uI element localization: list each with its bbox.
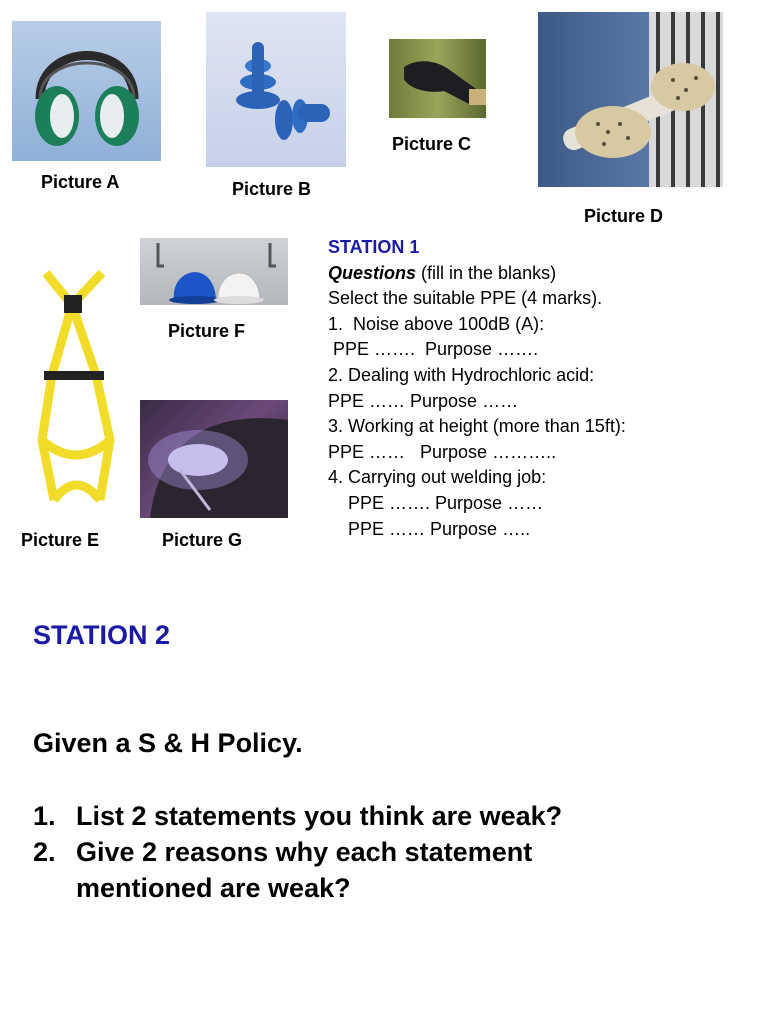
station1-line: PPE ……. Purpose …… — [328, 492, 544, 513]
picture-g-caption: Picture G — [162, 530, 243, 550]
policy-statement: Given a S & H Policy. — [33, 728, 303, 758]
work-gloves-icon — [538, 12, 723, 187]
question-number: 1. — [33, 801, 56, 831]
station1-line: PPE …… Purpose ……….. — [328, 441, 557, 462]
picture-e-image — [14, 265, 138, 510]
picture-a-caption: Picture A — [41, 172, 120, 192]
picture-d-caption: Picture D — [584, 206, 664, 226]
question-text: List 2 statements you think are weak? — [76, 801, 563, 831]
list-item — [33, 834, 733, 906]
station1-line: 3. Working at height (more than 15ft): — [328, 416, 626, 437]
earmuffs-icon — [12, 21, 161, 161]
picture-f-caption: Picture F — [168, 321, 246, 341]
earplugs-icon — [206, 12, 346, 167]
station1-line: PPE …… Purpose ….. — [328, 518, 531, 539]
question-text: Give 2 reasons why each statement mentioned are weak? — [76, 837, 533, 903]
questions-label: Questions — [328, 262, 417, 283]
question-number: 2. — [33, 837, 56, 867]
station1-questions-heading — [328, 261, 748, 287]
picture-a-image — [12, 21, 161, 161]
station1-line: Select the suitable PPE (4 marks). — [328, 288, 603, 309]
picture-f-image — [140, 238, 288, 305]
picture-e-caption: Picture E — [21, 530, 100, 550]
list-item — [33, 798, 733, 834]
station1-title: STATION 1 — [328, 237, 420, 257]
picture-g-image — [140, 400, 288, 518]
station1-line: PPE ……. Purpose ……. — [328, 339, 539, 360]
station1-line: PPE …… Purpose …… — [328, 390, 519, 411]
picture-b-caption: Picture B — [232, 179, 312, 199]
picture-d-image — [538, 12, 723, 187]
station1-block — [328, 235, 748, 542]
picture-c-image — [389, 39, 486, 118]
picture-c-caption: Picture C — [392, 134, 472, 154]
station1-line: 4. Carrying out welding job: — [328, 467, 547, 488]
station1-line: 1. Noise above 100dB (A): — [328, 313, 545, 334]
safety-harness-icon — [14, 265, 138, 510]
questions-note: (fill in the blanks) — [416, 262, 557, 283]
glove-icon — [389, 39, 486, 118]
station1-line: 2. Dealing with Hydrochloric acid: — [328, 364, 595, 385]
welding-shield-icon — [140, 400, 288, 518]
station2-title: STATION 2 — [33, 620, 171, 650]
picture-b-image — [206, 12, 346, 167]
hard-hats-icon — [140, 238, 288, 305]
station2-questions — [33, 798, 733, 906]
